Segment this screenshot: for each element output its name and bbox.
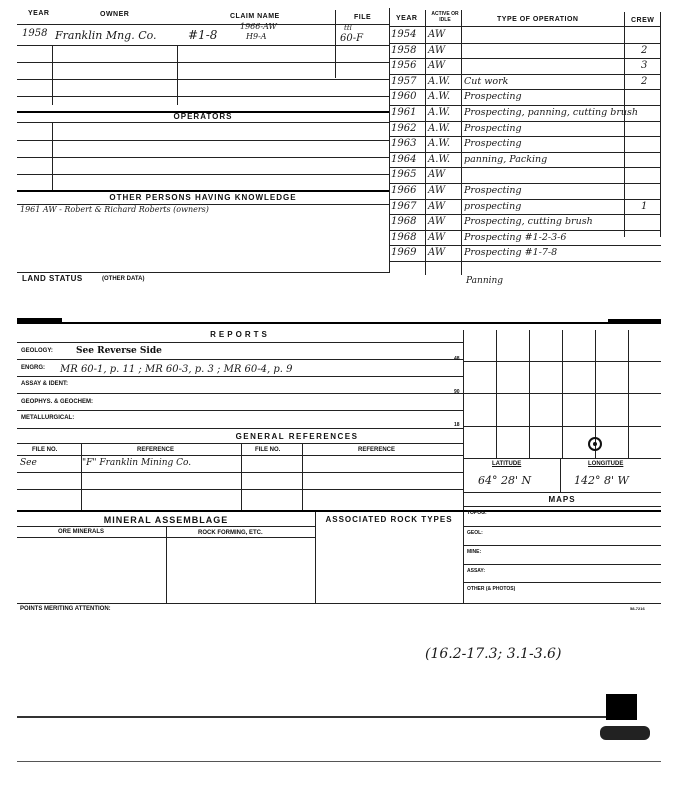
ore-minerals-label: ORE MINERALS: [58, 529, 105, 535]
activity-operation: Prospecting #1-7-8: [464, 247, 558, 259]
associated-rock-types-heading: ASSOCIATED ROCK TYPES: [325, 515, 453, 524]
claim-row-rule: [17, 62, 389, 63]
assay-ident-label: ASSAY & IDENT:: [21, 381, 69, 387]
gen-ref-header-rule: [17, 455, 463, 456]
grid-number-mid: 90: [454, 389, 460, 395]
points-meriting-attention-label: POINTS MERITING ATTENTION:: [20, 606, 111, 612]
gen-ref-row1-reference: "F" Franklin Mining Co.: [82, 458, 192, 468]
activity-status: AW: [428, 231, 446, 243]
mineral-col-divider: [166, 526, 167, 603]
activity-row-rule: [389, 105, 661, 106]
activity-status: AW: [428, 200, 446, 212]
activity-status: AW: [428, 216, 446, 228]
engrg-value: MR 60-1, p. 11 ; MR 60-3, p. 3 ; MR 60-4, p. 9: [60, 364, 293, 375]
latitude-label: LATITUDE: [492, 461, 522, 467]
activity-row-rule: [389, 74, 661, 75]
gen-ref-reference-1: REFERENCE: [137, 447, 175, 453]
maps-heading: MAPS: [548, 495, 576, 504]
maps-other-label: OTHER (& PHOTOS): [467, 586, 516, 592]
header-file: FILE: [354, 14, 372, 21]
activity-row-rule: [389, 183, 661, 184]
activity-year: 1962: [391, 122, 417, 134]
scan-smudge: [600, 726, 650, 740]
activity-year: 1964: [391, 153, 417, 165]
activity-year: 1956: [391, 60, 417, 72]
mineral-right-border: [315, 512, 316, 603]
grid-vertical-line: [529, 330, 530, 458]
claim-file: 60-F: [340, 33, 364, 44]
activity-extra-note: Panning: [466, 276, 504, 286]
other-persons-heading: OTHER PERSONS HAVING KNOWLEDGE: [109, 193, 297, 202]
header-active-or-idle: ACTIVE OR IDLE: [431, 11, 459, 23]
location-grid: [463, 328, 661, 458]
claim-col-divider: [52, 45, 53, 105]
claim-year: 1958: [22, 28, 48, 39]
header-year: YEAR: [28, 10, 50, 17]
reports-bar-right: [608, 319, 661, 323]
maps-row-rule: [463, 545, 661, 546]
claim-name: #1-8: [188, 28, 218, 42]
activity-operation: Prospecting #1-2-3-6: [464, 231, 567, 243]
operators-row-rule: [17, 122, 389, 123]
maps-row-rule: [463, 526, 661, 527]
grid-horizontal-line: [463, 361, 661, 362]
gen-ref-row1-file: See: [20, 458, 37, 468]
activity-year: 1966: [391, 185, 417, 196]
claim-ref-top: 1966-AW: [240, 22, 277, 31]
activity-status: AW: [428, 29, 446, 40]
activity-row-rule: [389, 58, 661, 59]
gen-ref-rule: [17, 443, 463, 444]
header-owner: OWNER: [100, 11, 130, 18]
land-status-rule: [17, 272, 389, 273]
header-year-2: YEAR: [396, 15, 418, 22]
activity-operation: Prospecting: [464, 122, 522, 134]
lat-long-divider: [560, 458, 561, 492]
activity-year: 1954: [391, 29, 417, 40]
operators-row-rule: [17, 174, 389, 175]
gen-ref-row-rule: [17, 472, 463, 473]
claim-row-rule: [17, 45, 389, 46]
grid-vertical-line: [496, 330, 497, 458]
activity-year: 1963: [391, 138, 417, 150]
gen-ref-col-divider: [241, 443, 242, 511]
activity-operation: Prospecting: [464, 91, 522, 103]
header-type-of-operation: TYPE OF OPERATION: [497, 16, 579, 23]
assay-rule: [17, 393, 463, 394]
longitude-label: LONGITUDE: [588, 461, 624, 467]
gen-ref-col-divider: [302, 443, 303, 511]
activity-row-rule: [389, 230, 661, 231]
gen-ref-col-divider: [81, 443, 82, 511]
grid-vertical-line: [562, 330, 563, 458]
maps-row-rule: [463, 582, 661, 583]
activity-status: A.W.: [428, 138, 451, 150]
longitude-value: 142° 8' W: [574, 474, 629, 487]
metallurgical-rule: [17, 428, 463, 429]
activity-status: AW: [428, 169, 446, 181]
activity-row-rule: [389, 199, 661, 200]
header-rule-left: [17, 24, 389, 25]
activity-year: 1957: [391, 75, 417, 87]
activity-status: AW: [428, 247, 446, 259]
activity-year: 1967: [391, 200, 417, 212]
maps-rule: [463, 506, 661, 507]
rock-forming-label: ROCK FORMING, ETC.: [198, 530, 263, 536]
activity-year: 1961: [391, 107, 417, 118]
activity-crew: 2: [641, 75, 648, 87]
reports-rule: [17, 342, 463, 343]
grid-horizontal-line: [463, 393, 661, 394]
activity-year: 1968: [391, 231, 417, 243]
activity-status: AW: [428, 185, 446, 196]
file-col-divider: [335, 10, 336, 78]
header-crew: CREW: [631, 17, 655, 24]
claim-row-rule: [17, 96, 389, 97]
maps-top-rule: [463, 492, 661, 493]
header-claim-name: CLAIM NAME: [230, 13, 280, 20]
activity-operation: Cut work: [464, 75, 509, 87]
lat-long-rule: [463, 458, 661, 459]
land-status-label: LAND STATUS: [22, 274, 83, 283]
maps-geol-label: GEOL:: [467, 530, 483, 536]
operators-heading: OPERATORS: [173, 112, 233, 121]
grid-horizontal-line: [463, 426, 661, 427]
activity-status: A.W.: [428, 122, 451, 134]
claim-col-divider: [177, 45, 178, 105]
activity-operation: Prospecting, cutting brush: [464, 216, 593, 228]
grid-vertical-line: [628, 330, 629, 458]
bottom-scan-line: [17, 716, 607, 718]
activity-row-rule: [389, 121, 661, 122]
activity-operation: prospecting: [464, 200, 522, 212]
claim-file-top: ttl: [344, 24, 352, 32]
grid-number-bottom: 18: [454, 422, 460, 428]
geophys-rule: [17, 410, 463, 411]
geology-rule: [17, 359, 463, 360]
maps-row-rule: [463, 564, 661, 565]
form-number: 58-7216: [630, 606, 645, 611]
activity-row-rule: [389, 136, 661, 137]
geology-label: GEOLOGY:: [21, 348, 53, 354]
activity-row-rule: [389, 245, 661, 246]
activity-year: 1965: [391, 169, 417, 181]
geophys-label: GEOPHYS. & GEOCHEM:: [21, 399, 94, 405]
activity-status: A.W.: [428, 91, 451, 103]
other-persons-rule: [17, 190, 389, 192]
activity-row-rule: [389, 261, 661, 262]
operators-row-rule: [17, 157, 389, 158]
activity-crew: 1: [641, 200, 648, 212]
activity-row-rule: [389, 214, 661, 215]
activity-row-rule: [389, 167, 661, 168]
activity-crew: 2: [641, 44, 648, 56]
reports-top-rule: [17, 322, 661, 324]
engrg-label: ENGRG:: [21, 365, 45, 371]
activity-status: A.W.: [428, 75, 451, 87]
operators-row-rule: [17, 140, 389, 141]
activity-operation: Prospecting: [464, 185, 522, 196]
activity-row-rule: [389, 152, 661, 153]
activity-year: 1958: [391, 44, 417, 56]
activity-operation: panning, Packing: [464, 153, 548, 165]
activity-row-rule: [389, 89, 661, 90]
mineral-bottom-rule: [17, 603, 661, 604]
land-status-sub-label: (OTHER DATA): [102, 276, 145, 282]
claim-owner: Franklin Mng. Co.: [55, 29, 157, 42]
activity-table: [389, 27, 661, 277]
operators-col-divider: [52, 122, 53, 190]
reports-heading: REPORTS: [210, 330, 270, 339]
maps-mine-label: MINE:: [467, 549, 482, 555]
maps-assay-label: ASSAY:: [467, 568, 486, 574]
geology-value: See Reverse Side: [76, 346, 162, 356]
activity-status: A.W.: [428, 153, 451, 165]
gen-ref-row-rule: [17, 489, 463, 490]
activity-year: 1960: [391, 91, 417, 103]
gen-ref-reference-2: REFERENCE: [358, 447, 396, 453]
gen-ref-file-no-1: FILE NO.: [32, 447, 58, 453]
mineral-top-rule: [17, 510, 661, 512]
bottom-note: (16.2-17.3; 3.1-3.6): [425, 646, 562, 662]
activity-crew: 3: [641, 60, 648, 72]
metallurgical-label: METALLURGICAL:: [21, 415, 75, 421]
claim-row-rule: [17, 79, 389, 80]
other-persons-entry: 1961 AW - Robert & Richard Roberts (owners): [20, 205, 209, 214]
activity-operation: Prospecting: [464, 138, 522, 150]
mineral-assemblage-heading: MINERAL ASSEMBLAGE: [103, 515, 229, 525]
general-references-heading: GENERAL REFERENCES: [235, 432, 359, 441]
activity-status: AW: [428, 44, 446, 56]
activity-row-rule: [389, 43, 661, 44]
bottom-scan-line: [17, 761, 661, 762]
gen-ref-file-no-2: FILE NO.: [255, 447, 281, 453]
maps-topog-label: TOPOG:: [467, 510, 487, 516]
location-marker-icon: [588, 437, 602, 451]
activity-year: 1969: [391, 247, 417, 259]
latitude-value: 64° 28' N: [478, 474, 532, 487]
scan-registration-mark: [606, 694, 637, 720]
activity-operation: Prospecting, panning, cutting brush: [464, 107, 638, 118]
grid-number-top: 48: [454, 356, 460, 362]
activity-status: AW: [428, 60, 446, 72]
activity-status: A.W.: [428, 107, 451, 118]
activity-year: 1968: [391, 216, 417, 228]
claim-ref-bottom: H9-A: [246, 32, 267, 41]
engrg-rule: [17, 376, 463, 377]
